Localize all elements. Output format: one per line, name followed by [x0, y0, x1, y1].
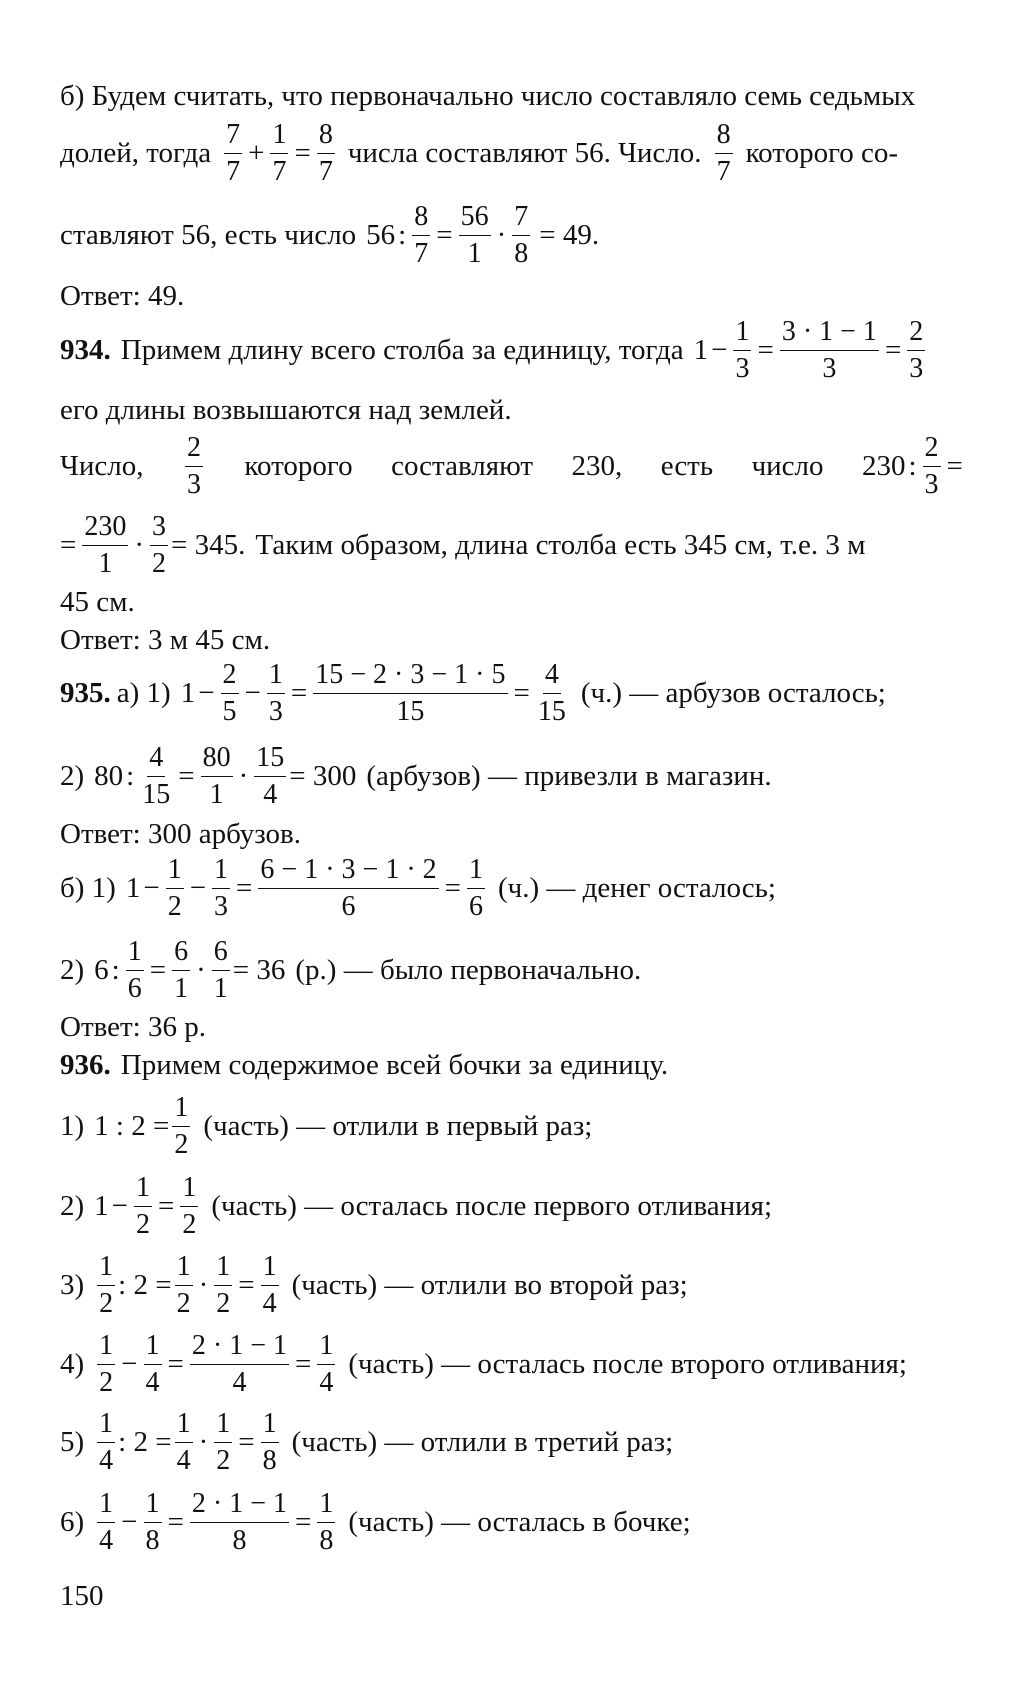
text-line: 6) $\frac{1}{4}$ − $\frac{1}{8}$ = $\frac{2 \cdot 1 - 1}{8}$ = $\frac{1}{8}$ (часть) — осталась в бочке; [60, 1487, 691, 1556]
fraction: $\frac{80}{1}$ [202, 741, 231, 810]
fraction: $\frac{1}{3}$ [214, 853, 229, 922]
fraction: $\frac{1}{2}$ [216, 1250, 231, 1319]
text-line: его длины возвышаются над землей. [60, 393, 512, 426]
text-line: 934. Примем длину всего столба за единицу, тогда 1 − $\frac{1}{3}$ = $\frac{3 \cdot 1 - 1}{3}$ = $\frac{2}{3}$ [60, 315, 924, 384]
fraction: $\frac{1}{2}$ [216, 1407, 231, 1476]
text-line: 936. Примем содержимое всей бочки за единицу. [60, 1048, 669, 1081]
text-line: б) 1) 1 − $\frac{1}{2}$ − $\frac{1}{3}$ = $\frac{6 - 1 \cdot 3 - 1 \cdot 2}{6}$ = $\frac{1}{6}$ (ч.) — денег осталось; [60, 853, 776, 922]
text-line: 2) 1 − $\frac{1}{2}$ = $\frac{1}{2}$ (часть) — осталась после первого отливания; [60, 1171, 773, 1240]
fraction: $\frac{1}{2}$ [99, 1250, 114, 1319]
fraction: $\frac{1}{6}$ [469, 853, 483, 922]
fraction: $\frac{2 \cdot 1 - 1}{4}$ [191, 1329, 288, 1398]
text-line: 5) $\frac{1}{4}$ : 2 = $\frac{1}{4}$ · $\frac{1}{2}$ = $\frac{1}{8}$ (часть) — отлили в третий раз; [60, 1407, 674, 1476]
fraction: $\frac{230}{1}$ [84, 510, 127, 579]
fraction: $\frac{2}{5}$ [222, 658, 237, 727]
fraction: $\frac{1}{8}$ [145, 1487, 160, 1556]
fraction: $\frac{1}{2}$ [176, 1250, 191, 1319]
answer-line: Ответ: 49. [60, 279, 185, 312]
fraction: $\frac{56}{1}$ [460, 200, 489, 269]
text-line: долей, тогда $\frac{7}{7}$ + $\frac{1}{7}$ = $\frac{8}{7}$ числа составляют 56. Число. $\frac{8}{7}$ которого со- [60, 118, 899, 187]
fraction: $\frac{1}{6}$ [127, 935, 142, 1004]
fraction: $\frac{1}{2}$ [174, 1091, 189, 1160]
text-line: б) Будем считать, что первоначально число составляло семь седьмых [60, 79, 916, 112]
fraction: $\frac{1}{4}$ [262, 1250, 277, 1319]
text-line: ставляют 56, есть число 56 : $\frac{8}{7}$ = $\frac{56}{1}$ · $\frac{7}{8}$ = 49. [60, 200, 600, 269]
fraction: $\frac{1}{3}$ [735, 315, 750, 384]
fraction: $\frac{8}{7}$ [716, 118, 731, 187]
fraction: $\frac{6}{1}$ [213, 935, 228, 1004]
fraction: $\frac{1}{7}$ [272, 118, 287, 187]
fraction: $\frac{6}{1}$ [174, 935, 189, 1004]
fraction: $\frac{1}{8}$ [262, 1407, 277, 1476]
problem-number: 936. [60, 1048, 111, 1081]
answer-line: Ответ: 36 р. [60, 1010, 206, 1043]
text-line: 4) $\frac{1}{2}$ − $\frac{1}{4}$ = $\frac{2 \cdot 1 - 1}{4}$ = $\frac{1}{4}$ (часть) — осталась после второго отливания; [60, 1329, 907, 1398]
text-line: 2) 80 : $\frac{4}{15}$ = $\frac{80}{1}$ · $\frac{15}{4}$ = 300 (арбузов) — привезли в магазин. [60, 741, 772, 810]
text-line: 3) $\frac{1}{2}$ : 2 = $\frac{1}{2}$ · $\frac{1}{2}$ = $\frac{1}{4}$ (часть) — отлили во второй раз; [60, 1250, 688, 1319]
text-line: 935. а) 1) 1 − $\frac{2}{5}$ − $\frac{1}{3}$ = $\frac{15 - 2 \cdot 3 - 1 \cdot 5}{15}$ = $\frac{4}{15}$ (ч.) — арбузов осталось; [60, 658, 886, 727]
fraction: $\frac{7}{7}$ [226, 118, 241, 187]
problem-number: 934. [60, 333, 111, 366]
fraction: $\frac{2}{3}$ [909, 315, 924, 384]
fraction: $\frac{3}{2}$ [152, 510, 167, 579]
fraction: $\frac{1}{2}$ [99, 1329, 114, 1398]
fraction: $\frac{2}{3}$ [924, 431, 939, 500]
fraction: $\frac{2}{3}$ [186, 431, 201, 500]
answer-line: Ответ: 3 м 45 см. [60, 623, 271, 656]
fraction: $\frac{1}{4}$ [99, 1487, 114, 1556]
page-number: 150 [60, 1580, 104, 1612]
fraction: $\frac{4}{15}$ [142, 741, 171, 810]
fraction: $\frac{8}{7}$ [414, 200, 429, 269]
text-line: = $\frac{230}{1}$ · $\frac{3}{2}$ = 345. Таким образом, длина столба есть 345 см, т.е. 3 м [60, 510, 866, 579]
fraction: $\frac{7}{8}$ [514, 200, 529, 269]
fraction: $\frac{8}{7}$ [318, 118, 333, 187]
fraction: $\frac{3 \cdot 1 - 1}{3}$ [781, 315, 877, 384]
fraction: $\frac{1}{3}$ [268, 658, 283, 727]
fraction: $\frac{6 - 1 \cdot 3 - 1 \cdot 2}{6}$ [260, 853, 437, 922]
fraction: $\frac{1}{2}$ [182, 1171, 197, 1240]
text-line: 2) 6 : $\frac{1}{6}$ = $\frac{6}{1}$ · $\frac{6}{1}$ = 36 (р.) — было первоначально. [60, 935, 642, 1004]
fraction: $\frac{4}{15}$ [537, 658, 566, 727]
fraction: $\frac{1}{4}$ [176, 1407, 191, 1476]
fraction: $\frac{15}{4}$ [256, 741, 285, 810]
fraction: $\frac{1}{2}$ [167, 853, 182, 922]
text-line: 1) 1 : 2 = $\frac{1}{2}$ (часть) — отлили в первый раз; [60, 1091, 593, 1160]
fraction: $\frac{1}{2}$ [136, 1171, 151, 1240]
answer-line: Ответ: 300 арбузов. [60, 817, 301, 850]
fraction: $\frac{15 - 2 \cdot 3 - 1 \cdot 5}{15}$ [315, 658, 506, 727]
fraction: $\frac{2 \cdot 1 - 1}{8}$ [191, 1487, 288, 1556]
text-line: Число, $\frac{2}{3}$ которого составляют 230, есть число 230 : $\frac{2}{3}$ = [60, 431, 963, 500]
fraction: $\frac{1}{4}$ [145, 1329, 160, 1398]
fraction: $\frac{1}{8}$ [319, 1487, 334, 1556]
fraction: $\frac{1}{4}$ [99, 1407, 114, 1476]
problem-number: 935. [60, 676, 111, 709]
text-line: 45 см. [60, 585, 135, 618]
fraction: $\frac{1}{4}$ [319, 1329, 334, 1398]
